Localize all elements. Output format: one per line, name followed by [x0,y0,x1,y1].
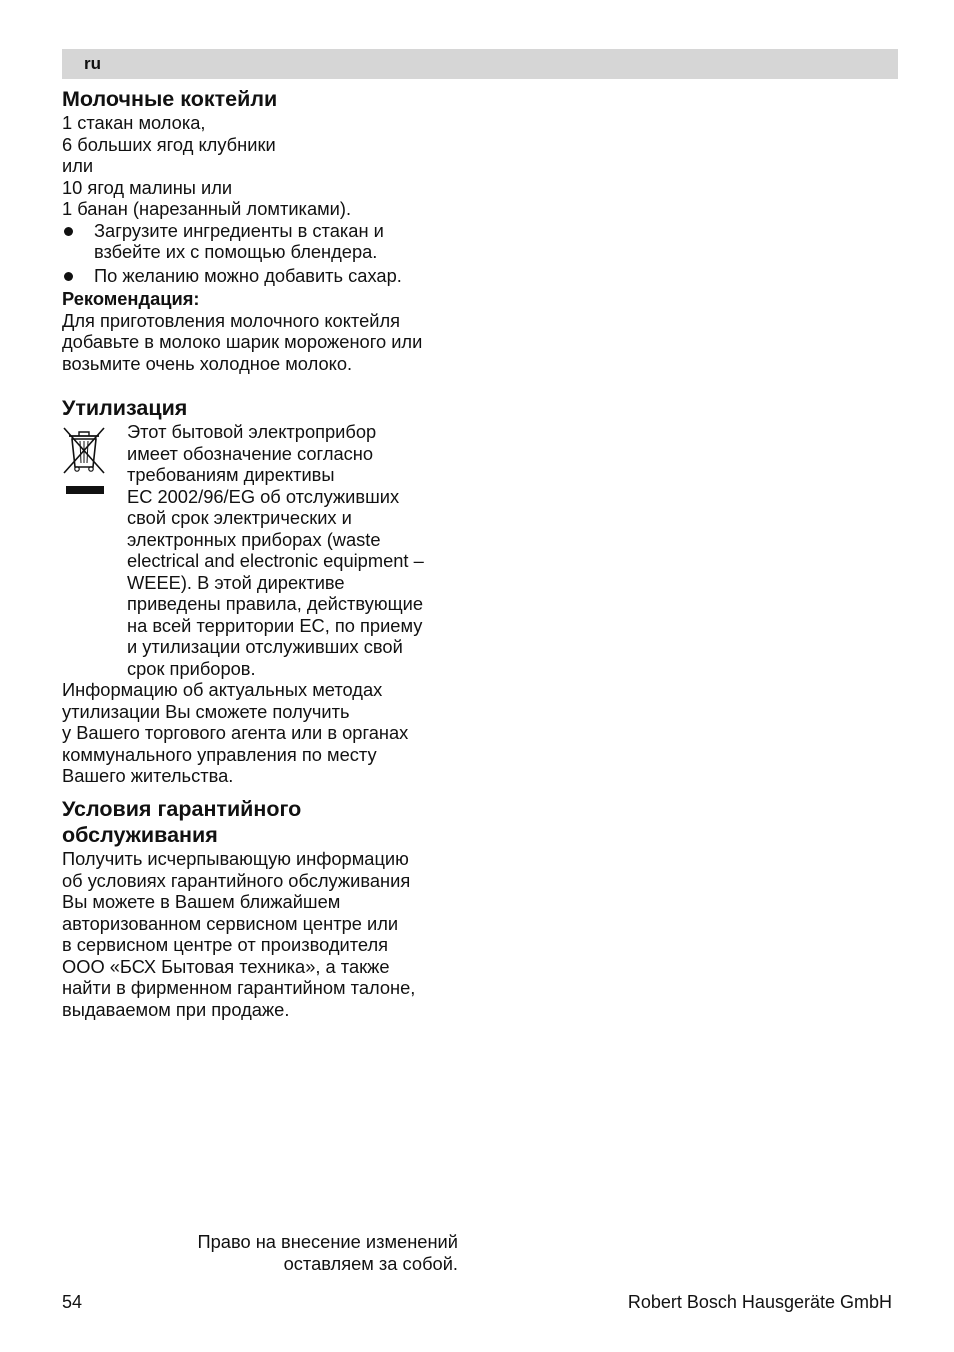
ingredient-line: 10 ягод малины или [62,176,233,198]
disposal-info-line: Вашего жительства. [62,765,234,786]
weee-line: приведены правила, действующие [127,593,423,614]
step-line: взбейте их с помощью блендера. [94,241,378,262]
weee-line: на всей территории ЕС, по приему [127,614,423,636]
weee-line: электронных приборах (waste [127,528,381,550]
bullet-icon [64,227,73,236]
warranty-title-line: Условия гарантийного [62,797,302,821]
company-name: Robert Bosch Hausgeräte GmbH [627,1292,892,1312]
tip-line: Для приготовления молочного коктейля [62,309,401,331]
warranty-line: в сервисном центре от производителя [62,934,389,955]
disposal-info-line: Информацию об актуальных методах [62,679,383,700]
weee-line: electrical and electronic equipment – [127,550,424,571]
step-list [62,220,467,287]
weee-text [127,421,467,679]
weee-crossed-bin-icon [62,423,106,497]
language-code: ru [84,54,101,73]
milkshake-title: Молочные коктейли [62,87,278,111]
ingredient-line: 1 банан (нарезанный ломтиками). [62,198,352,219]
disposal-info-line: у Вашего торгового агента или в органах [62,722,409,743]
warranty-section [62,796,467,1020]
weee-block [62,421,467,679]
ingredient-list [62,112,467,220]
weee-line: ЕС 2002/96/EG об отслуживших [127,485,400,507]
warranty-line: авторизованном сервисном центре или [62,912,399,934]
disposal-section [62,395,467,787]
weee-line: и утилизации отслуживших свой [127,636,403,657]
page-number: 54 [62,1292,83,1312]
warranty-line: найти в фирменном гарантийном талоне, [62,977,416,998]
step-line: Загрузите ингредиенты в стакан и [94,219,384,241]
weee-line: свой срок электрических и [127,507,352,528]
disposal-info-line: коммунального управления по месту [62,743,377,765]
disposal-title: Утилизация [62,396,188,420]
weee-line: имеет обозначение согласно [127,442,374,464]
tip-label: Рекомендация: [62,288,200,309]
warranty-line: Получить исчерпывающую информацию [62,848,409,869]
tip-line: добавьте в молоко шарик мороженого или [62,331,423,352]
weee-line: требованиям директивы [127,464,335,485]
step-line: По желанию можно добавить сахар. [94,264,402,286]
language-bar [62,49,898,79]
ingredient-line: 1 стакан молока, [62,112,206,133]
milkshake-section [62,86,467,374]
ingredient-line: 6 больших ягод клубники [62,133,276,155]
bullet-icon [64,272,73,281]
rights-note-line: Право на внесение изменений [197,1231,458,1252]
weee-line: WEEE). В этой директиве [127,571,345,593]
rights-note [197,1231,458,1274]
rights-note-line: оставляем за собой. [283,1252,458,1274]
warranty-line: ООО «БСХ Бытовая техника», а также [62,955,390,977]
ingredient-line: или [62,155,94,176]
step-item [62,265,467,287]
weee-line: срок приборов. [127,657,256,679]
tip-line: возьмите очень холодное молоко. [62,352,353,374]
warranty-line: Вы можете в Вашем ближайшем [62,891,341,912]
disposal-info-line: утилизации Вы сможете получить [62,700,350,722]
step-item [62,220,467,263]
warranty-line: выдаваемом при продаже. [62,998,290,1020]
weee-line: Этот бытовой электроприбор [127,421,377,442]
warranty-title-line: обслуживания [62,823,218,847]
warranty-line: об условиях гарантийного обслуживания [62,869,411,891]
